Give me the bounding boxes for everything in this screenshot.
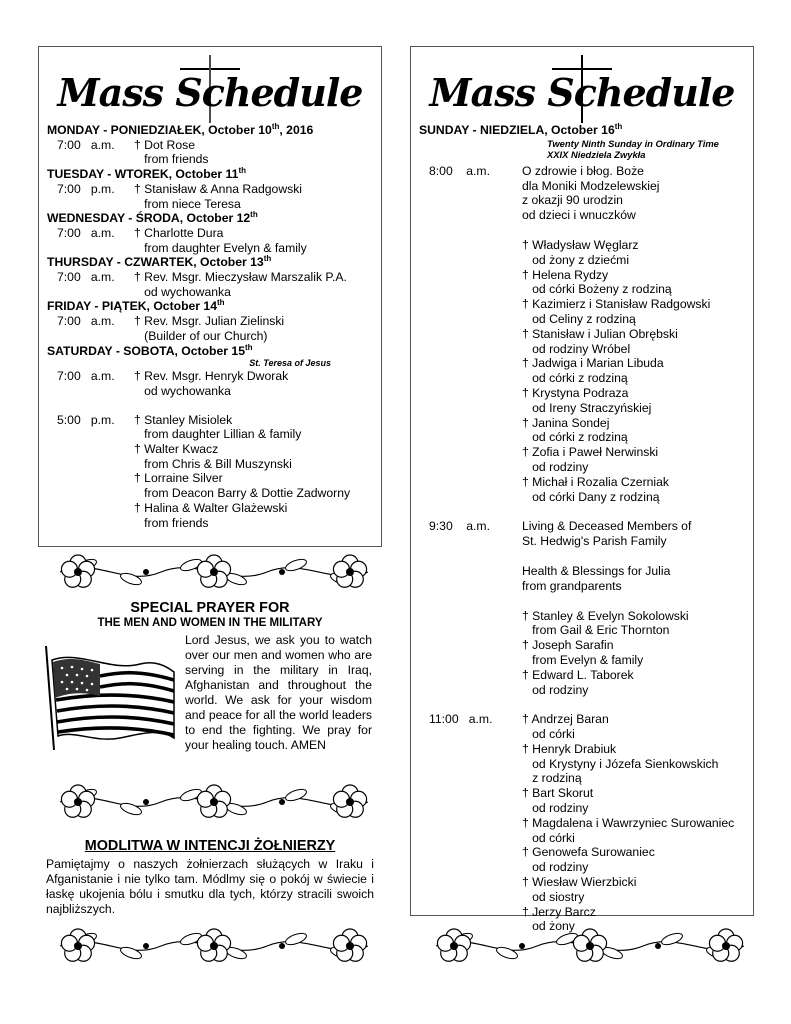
prayer-text: Lord Jesus, we ask you to watch over our men and women who are serving in the military in Iraq, Afghanistan and throughout the world. We ask for your wisdom and peace for all the world leaders to end the fighting. We pray for your healing touch. AMEN <box>185 633 372 752</box>
intention-line: od Celiny z rodziną <box>522 311 636 326</box>
intention-line: † Helena Rydzy <box>522 267 609 282</box>
day-name: TUESDAY - WTOREK, October 11 <box>47 167 239 182</box>
mass-time: 7:00 a.m. <box>57 137 115 152</box>
intention-line: † Halina & Walter Glażewski <box>134 500 288 515</box>
mass-row <box>419 519 749 697</box>
modlitwa-text: Pamiętajmy o naszych żołnierzach służących w Iraku i Afganistanie i nie tylko tam. Módlmy się o pokój w świecie i łaskę ukojenia bólu i smutku dla tych, którzy stracili swoich najbliższych. <box>46 857 374 916</box>
spacer <box>522 549 749 564</box>
intention-line: od dzieci i wnuczków <box>522 208 636 223</box>
intention-line: od Ireny Straczyńskiej <box>522 400 652 415</box>
logo-text: Mass Schedule <box>57 70 363 115</box>
day-year: , 2016 <box>279 123 314 137</box>
sunday-schedule <box>419 123 749 934</box>
flower-border-icon <box>56 925 372 967</box>
day-suffix: th <box>250 210 258 220</box>
day-suffix: th <box>263 254 272 264</box>
intention-line: † Lorraine Silver <box>134 471 223 486</box>
intention-line: od córki Bożeny z rodziną <box>522 282 672 297</box>
sunday-subtitle-en: Twenty Ninth Sunday in Ordinary Time <box>547 137 719 149</box>
day-heading <box>47 255 375 270</box>
mass-row <box>419 164 749 505</box>
intention-line: od rodziny <box>522 860 589 875</box>
intention-line: od córki z rodziną <box>522 430 628 445</box>
mass-row <box>47 226 375 255</box>
mass-time: 7:00 a.m. <box>57 270 115 285</box>
intention-line: Health & Blessings for Julia <box>522 563 671 578</box>
mass-intentions <box>134 226 375 255</box>
day-heading <box>47 211 375 226</box>
logo-text: Mass Schedule <box>429 70 735 115</box>
intention-line: † Jerzy Barcz <box>522 904 596 919</box>
intention-line: St. Hedwig's Parish Family <box>522 534 667 549</box>
intention-line: † Bart Skorut <box>522 786 594 801</box>
intention-line: from niece Teresa <box>134 196 241 211</box>
weekday-schedule-box <box>38 46 382 547</box>
intention-line: od wychowanka <box>134 284 231 299</box>
mass-intentions <box>134 369 375 398</box>
intention-line: dla Moniki Modzelewskiej <box>522 178 660 193</box>
mass-time: 7:00 a.m. <box>57 225 115 240</box>
intention-line: from Gail & Eric Thornton <box>522 623 670 638</box>
intention-line: † Stanisław & Anna Radgowski <box>134 181 303 196</box>
sunday-schedule-box <box>410 46 754 934</box>
intention-line: from Chris & Bill Muszynski <box>134 456 292 471</box>
intention-line: od Krystyny i Józefa Sienkowskich <box>522 756 719 771</box>
intention-line: od córki z rodziną <box>522 371 628 386</box>
intention-line: † Zofia i Paweł Nerwinski <box>522 445 659 460</box>
mass-intentions <box>522 712 749 934</box>
mass-time: 7:00 a.m. <box>57 369 115 384</box>
intention-line: Living & Deceased Members of <box>522 519 692 534</box>
mass-intentions <box>522 519 749 697</box>
day-name: FRIDAY - PIĄTEK, October 14 <box>47 299 217 314</box>
intention-line: od rodziny <box>522 801 589 816</box>
intention-line: from friends <box>134 152 209 167</box>
mass-intentions <box>134 270 375 299</box>
intention-line: † Stanisław i Julian Obrębski <box>522 326 678 341</box>
intention-line: † Stanley Misiolek <box>134 412 233 427</box>
flower-border-icon <box>56 551 372 593</box>
intention-line: (Builder of our Church) <box>134 328 268 343</box>
intention-line: od córki Dany z rodziną <box>522 489 660 504</box>
intention-line: from Deacon Barry & Dottie Zadworny <box>134 486 351 501</box>
intention-line: † Janina Sondej <box>522 415 610 430</box>
intention-line: † Andrzej Baran <box>522 712 609 727</box>
day-suffix: th <box>244 342 253 352</box>
flower-border-icon <box>56 781 372 823</box>
day-name: THURSDAY - CZWARTEK, October 13 <box>47 255 264 270</box>
flower-border-icon <box>432 925 748 967</box>
intention-line: † Wiesław Wierzbicki <box>522 875 637 890</box>
sunday-heading: SUNDAY - NIEDZIELA, October 16th <box>419 121 623 137</box>
intention-line: † Jadwiga i Marian Libuda <box>522 356 664 371</box>
intention-line: † Stanley & Evelyn Sokolowski <box>522 608 689 623</box>
day-heading <box>47 344 375 359</box>
mass-time: 11:00 a.m. <box>429 712 493 727</box>
intention-line: † Władysław Węglarz <box>522 237 639 252</box>
intention-line: † Krystyna Podraza <box>522 385 629 400</box>
feast-name: St. Teresa of Jesus <box>249 358 331 369</box>
day-name: MONDAY - PONIEDZIAŁEK, October 10 <box>47 123 272 137</box>
intention-line: † Charlotte Dura <box>134 225 224 240</box>
mass-row <box>419 712 749 934</box>
intention-line: od żony <box>522 919 575 934</box>
intention-line: from grandparents <box>522 578 622 593</box>
intention-line: from Evelyn & family <box>522 652 644 667</box>
prayer-title: SPECIAL PRAYER FOR <box>130 600 290 616</box>
intention-line: † Edward L. Taborek <box>522 667 634 682</box>
intention-line: from friends <box>134 515 209 530</box>
spacer <box>419 504 749 519</box>
day-heading <box>47 167 375 182</box>
mass-time: 9:30 a.m. <box>429 519 490 534</box>
weekday-schedule <box>47 123 375 530</box>
intention-line: od rodziny <box>522 682 589 697</box>
intention-line: † Rev. Msgr. Henryk Dworak <box>134 369 289 384</box>
mass-time: 7:00 a.m. <box>57 314 115 329</box>
day-suffix: th <box>271 121 280 131</box>
intention-line: † Magdalena i Wawrzyniec Surowaniec <box>522 815 735 830</box>
mass-row <box>47 270 375 299</box>
intention-line: od rodziny <box>522 459 589 474</box>
day-suffix: th <box>238 166 246 176</box>
intention-line: od wychowanka <box>134 383 231 398</box>
mass-row <box>47 413 375 531</box>
american-flag-icon <box>40 642 178 754</box>
mass-row <box>47 138 375 167</box>
intention-line: † Kazimierz i Stanisław Radgowski <box>522 297 711 312</box>
mass-intentions <box>134 138 375 167</box>
mass-row <box>47 369 375 398</box>
mass-row <box>47 314 375 343</box>
spacer <box>522 594 749 609</box>
intention-line: † Rev. Msgr. Mieczysław Marszalik P.A. <box>134 270 347 285</box>
intention-line: od córki <box>522 727 575 742</box>
intention-line: † Genowefa Surowaniec <box>522 845 655 860</box>
intention-line: from daughter Lillian & family <box>134 427 302 442</box>
spacer <box>522 223 749 238</box>
intention-line: † Walter Kwacz <box>134 442 219 457</box>
day-suffix: th <box>217 298 225 308</box>
intention-line: od rodziny Wróbel <box>522 341 631 356</box>
intention-line: od żony z dziećmi <box>522 252 630 267</box>
intention-line: † Michał i Rozalia Czerniak <box>522 474 669 489</box>
intention-line: † Dot Rose <box>134 137 195 152</box>
intention-line: † Joseph Sarafin <box>522 638 614 653</box>
modlitwa-title: MODLITWA W INTENCJI ŻOŁNIERZY <box>84 838 336 854</box>
mass-row <box>47 182 375 211</box>
day-heading <box>47 123 375 138</box>
spacer <box>419 697 749 712</box>
prayer-subtitle: THE MEN AND WOMEN IN THE MILITARY <box>97 617 323 629</box>
spacer <box>47 399 375 413</box>
intention-line: od siostry <box>522 889 585 904</box>
intention-line: z okazji 90 urodzin <box>522 193 623 208</box>
day-name: SATURDAY - SOBOTA, October 15 <box>47 343 245 358</box>
intention-line: O zdrowie i błog. Boże <box>522 163 644 178</box>
intention-line: † Henryk Drabiuk <box>522 741 617 756</box>
mass-intentions <box>134 413 375 531</box>
intention-line: † Rev. Msgr. Julian Zielinski <box>134 314 285 329</box>
mass-time: 8:00 a.m. <box>429 163 490 178</box>
mass-intentions <box>134 182 375 211</box>
day-heading <box>47 299 375 314</box>
intention-line: from daughter Evelyn & family <box>134 240 307 255</box>
mass-time: 5:00 p.m. <box>57 412 115 427</box>
mass-intentions <box>522 164 749 505</box>
intention-line: od córki <box>522 830 575 845</box>
sunday-subtitle-pl: XXIX Niedziela Zwykła <box>547 148 646 160</box>
day-name: WEDNESDAY - ŚRODA, October 12 <box>47 211 251 226</box>
mass-intentions <box>134 314 375 343</box>
mass-time: 7:00 p.m. <box>57 181 115 196</box>
intention-line: z rodziną <box>522 771 582 786</box>
